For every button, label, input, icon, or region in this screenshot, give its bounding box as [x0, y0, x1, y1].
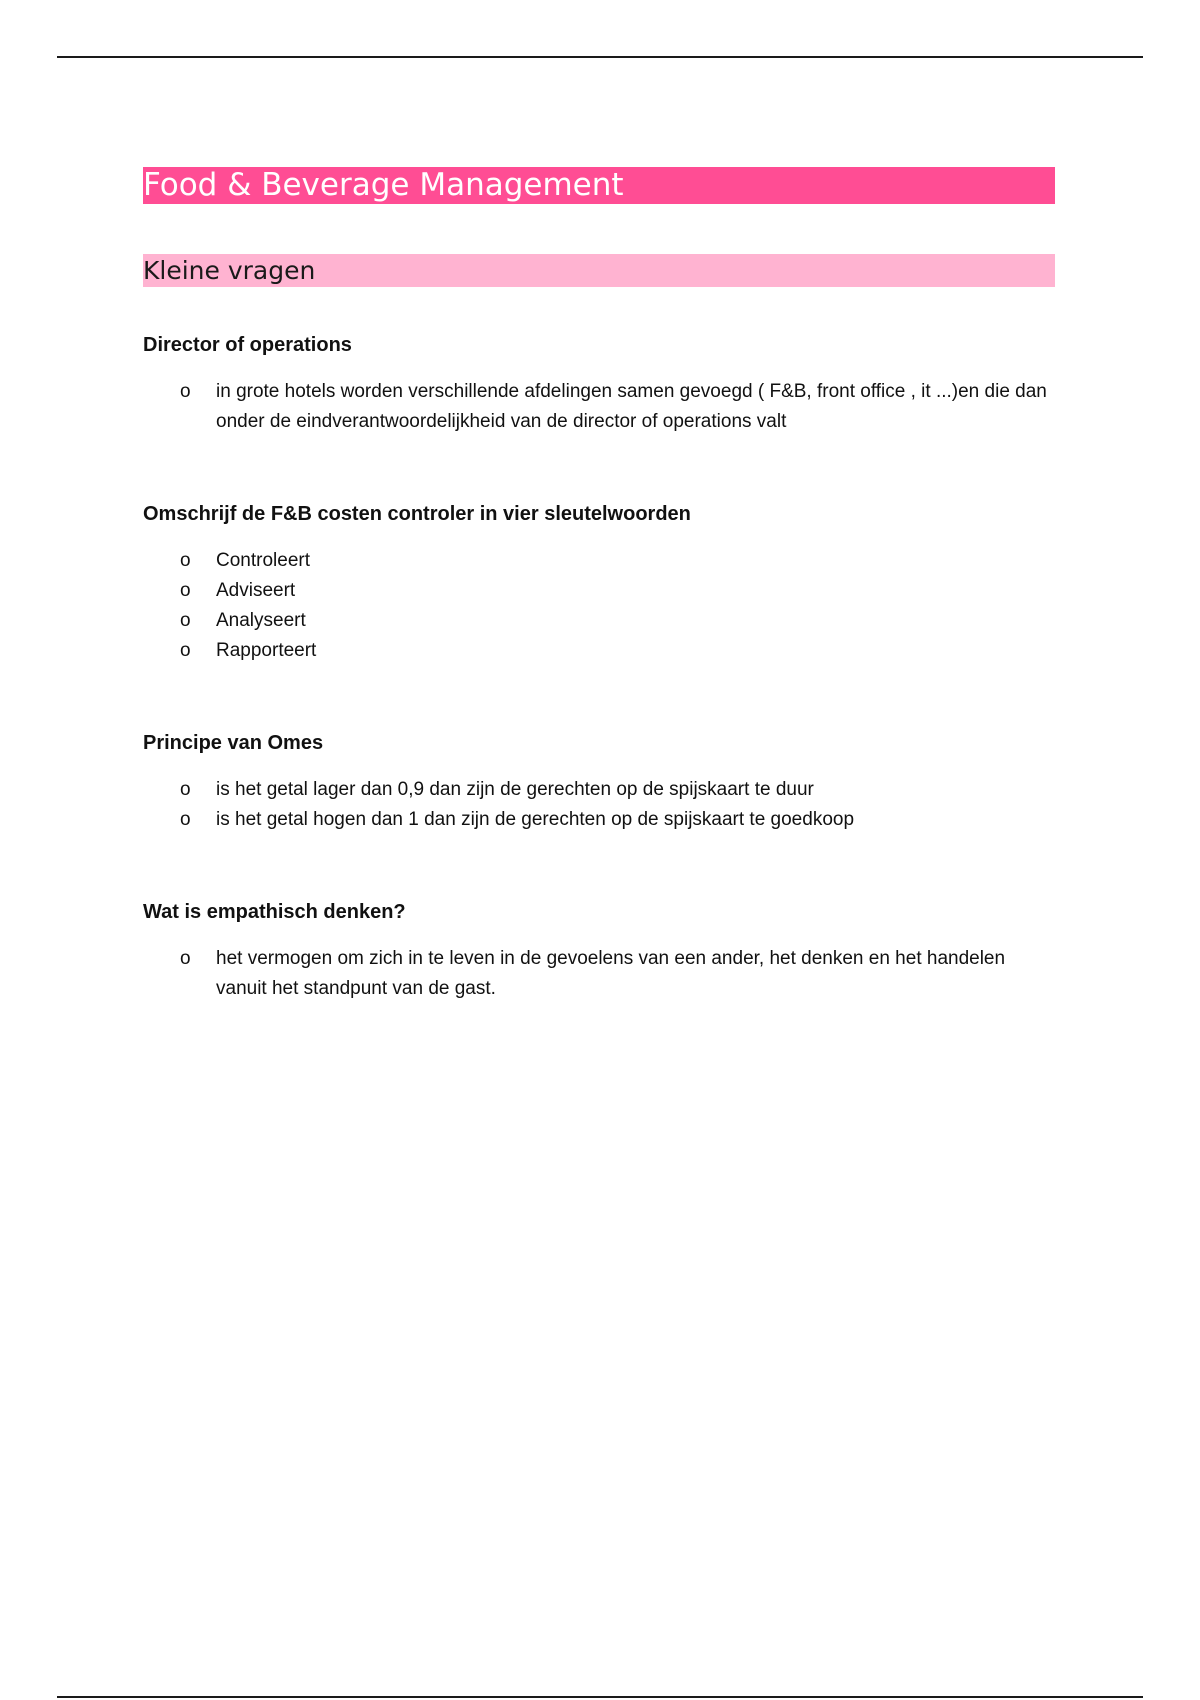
section-director-of-operations — [143, 332, 1055, 437]
list-item-text: Analyseert — [216, 610, 306, 631]
list-item — [143, 805, 1055, 835]
list-item — [143, 775, 1055, 805]
bullet-icon: o — [180, 610, 191, 631]
list-item-text: is het getal hogen dan 1 dan zijn de gerechten op de spijskaart te goedkoop — [216, 809, 855, 830]
bullet-icon: o — [180, 948, 191, 969]
list-item-text: Adviseert — [216, 580, 296, 601]
list-item-text: Rapporteert — [216, 640, 317, 661]
list-item — [143, 636, 1055, 666]
footer-rule — [57, 1696, 1143, 1698]
bullet-list — [143, 377, 1055, 437]
list-item-text: Controleert — [216, 550, 310, 571]
list-item-text: in grote hotels worden verschillende afdelingen samen gevoegd ( F&B, front office , it ...)en die dan onder de eindverantwoordelijkheid van de director of operations valt — [216, 381, 1047, 432]
bullet-icon: o — [180, 550, 191, 571]
bullet-icon: o — [180, 381, 191, 402]
bullet-list — [143, 775, 1055, 835]
list-item — [143, 576, 1055, 606]
document-subtitle: Kleine vragen — [143, 254, 1055, 287]
section-principe-van-omes — [143, 730, 1055, 835]
list-item-text: het vermogen om zich in te leven in de gevoelens van een ander, het denken en het handelen vanuit het standpunt van de gast. — [216, 948, 1006, 999]
bullet-icon: o — [180, 580, 191, 601]
document-title: Food & Beverage Management — [143, 167, 1055, 204]
list-item-text: is het getal lager dan 0,9 dan zijn de gerechten op de spijskaart te duur — [216, 779, 814, 800]
list-item — [143, 606, 1055, 636]
bullet-list — [143, 546, 1055, 666]
section-empathisch-denken — [143, 899, 1055, 1004]
bullet-icon: o — [180, 640, 191, 661]
list-item — [143, 546, 1055, 576]
document-body — [143, 167, 1055, 1004]
section-fb-cost-controller — [143, 501, 1055, 666]
bullet-icon: o — [180, 809, 191, 830]
header-rule — [57, 56, 1143, 58]
section-heading: Director of operations — [143, 334, 352, 356]
list-item — [143, 377, 1055, 437]
bullet-icon: o — [180, 779, 191, 800]
bullet-list — [143, 944, 1055, 1004]
section-heading: Principe van Omes — [143, 732, 324, 754]
section-heading: Wat is empathisch denken? — [143, 901, 406, 923]
section-heading: Omschrijf de F&B costen controler in vier sleutelwoorden — [143, 503, 691, 525]
list-item — [143, 944, 1055, 1004]
